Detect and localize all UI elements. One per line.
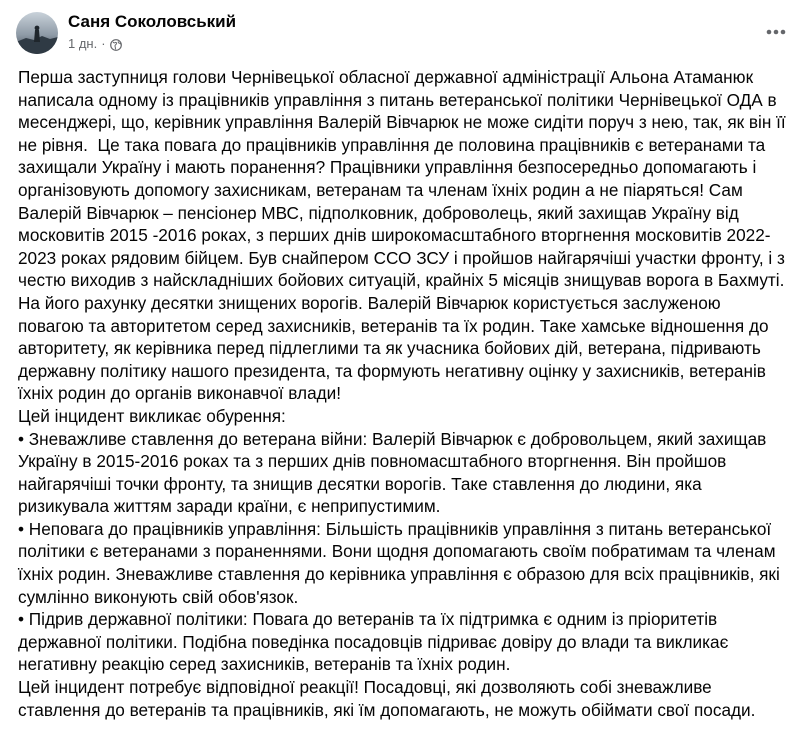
separator-dot: · [101, 36, 106, 51]
post-paragraph: Цей інцидент потребує відповідної реакції! Посадовці, які дозволяють собі зневажливе ставлення до ветеранів та працівників, які їм допомагають, не можуть обіймати свої посади. [18, 677, 756, 720]
post-paragraph: Цей інцидент викликає обурення: [18, 405, 286, 426]
post-paragraph: Перша заступниця голови Чернівецької обласної державної адміністрації Альона Атаманюк написала одному із працівників управління з питань ветеранської політики Чернівецької ОДА в месенджері, що, керівник управління Валерій Вівчарюк не може сидіти поруч з нею, так, як він її не рівня. Це така повага до працівників управління де половина працівників є ветеранами та захищали Україну і мають поранення? Працівники управління безпосередньо допомагають і організовують допомогу захисникам, ветеранам та членам їхніх родин а не піаряться! Сам Валерій Вівчарюк – пенсіонер МВС, підполковник, доброволець, який захищав Україну від московитів 2015 -2016 роках, з перших днів широкомасштабного вторгнення московитів 2022-2023 роках рядовим бійцем. Був снайпером ССО ЗСУ і пройшов найгарячіші участки фронту, і з честю виходив з найскладніших бойових ситуацій, крайніх 5 місяців знищував ворога в Бахмуті. На його рахунку десятки знищених ворогів. Валерій Вівчарюк користується заслуженою повагою та авторитетом серед захисників, ветеранів та їх родин. Таке хамське відношення до авторитету, як керівника перед підлеглими та як учасника бойових дій, ветерана, підривають державну політику нашого президента, та формують негативну оцінку у захисників, ветеранів їхніх родин до органів виконавчої влади! [18, 67, 791, 404]
post-paragraph: • Підрив державної політики: Повага до ветеранів та їх підтримка є одним із пріоритетів державної політики. Подібна поведінка посадовців підриває довіру до влади та викликає негативну реакцію серед захисників, ветеранів та їхніх родин. [18, 609, 734, 675]
post-paragraph: • Зневажливе ставлення до ветерана війни: Валерій Вівчарюк є добровольцем, який захищав Україну в 2015-2016 роках та з перших днів повномасштабного вторгнення. Він пройшов найгарячіші точки фронту, та знищив десятки ворогів. Таке ставлення до людини, яка ризикувала життям заради країни, є неприпустимим. [18, 428, 772, 517]
more-options-button[interactable] [758, 14, 794, 50]
post-meta [68, 11, 236, 53]
post-body [18, 66, 790, 721]
avatar-image [16, 12, 58, 54]
post-timestamp[interactable]: 1 дн. [68, 36, 98, 51]
post-subline [68, 35, 236, 53]
more-horizontal-icon [766, 29, 786, 35]
post-header [16, 8, 784, 60]
post-paragraph: • Неповага до працівників управління: Більшість працівників управління з питань ветеранської політики є ветеранами з пораненнями. Вони щодня допомагають своїм побратимам та членам їхніх родин. Зневажливе ставлення до керівника управління є образою для всіх працівників, які сумлінно виконують свій обов'язок. [18, 518, 785, 607]
globe-icon[interactable] [110, 38, 122, 50]
avatar[interactable] [16, 12, 58, 54]
author-name[interactable]: Саня Соколовський [68, 12, 237, 31]
